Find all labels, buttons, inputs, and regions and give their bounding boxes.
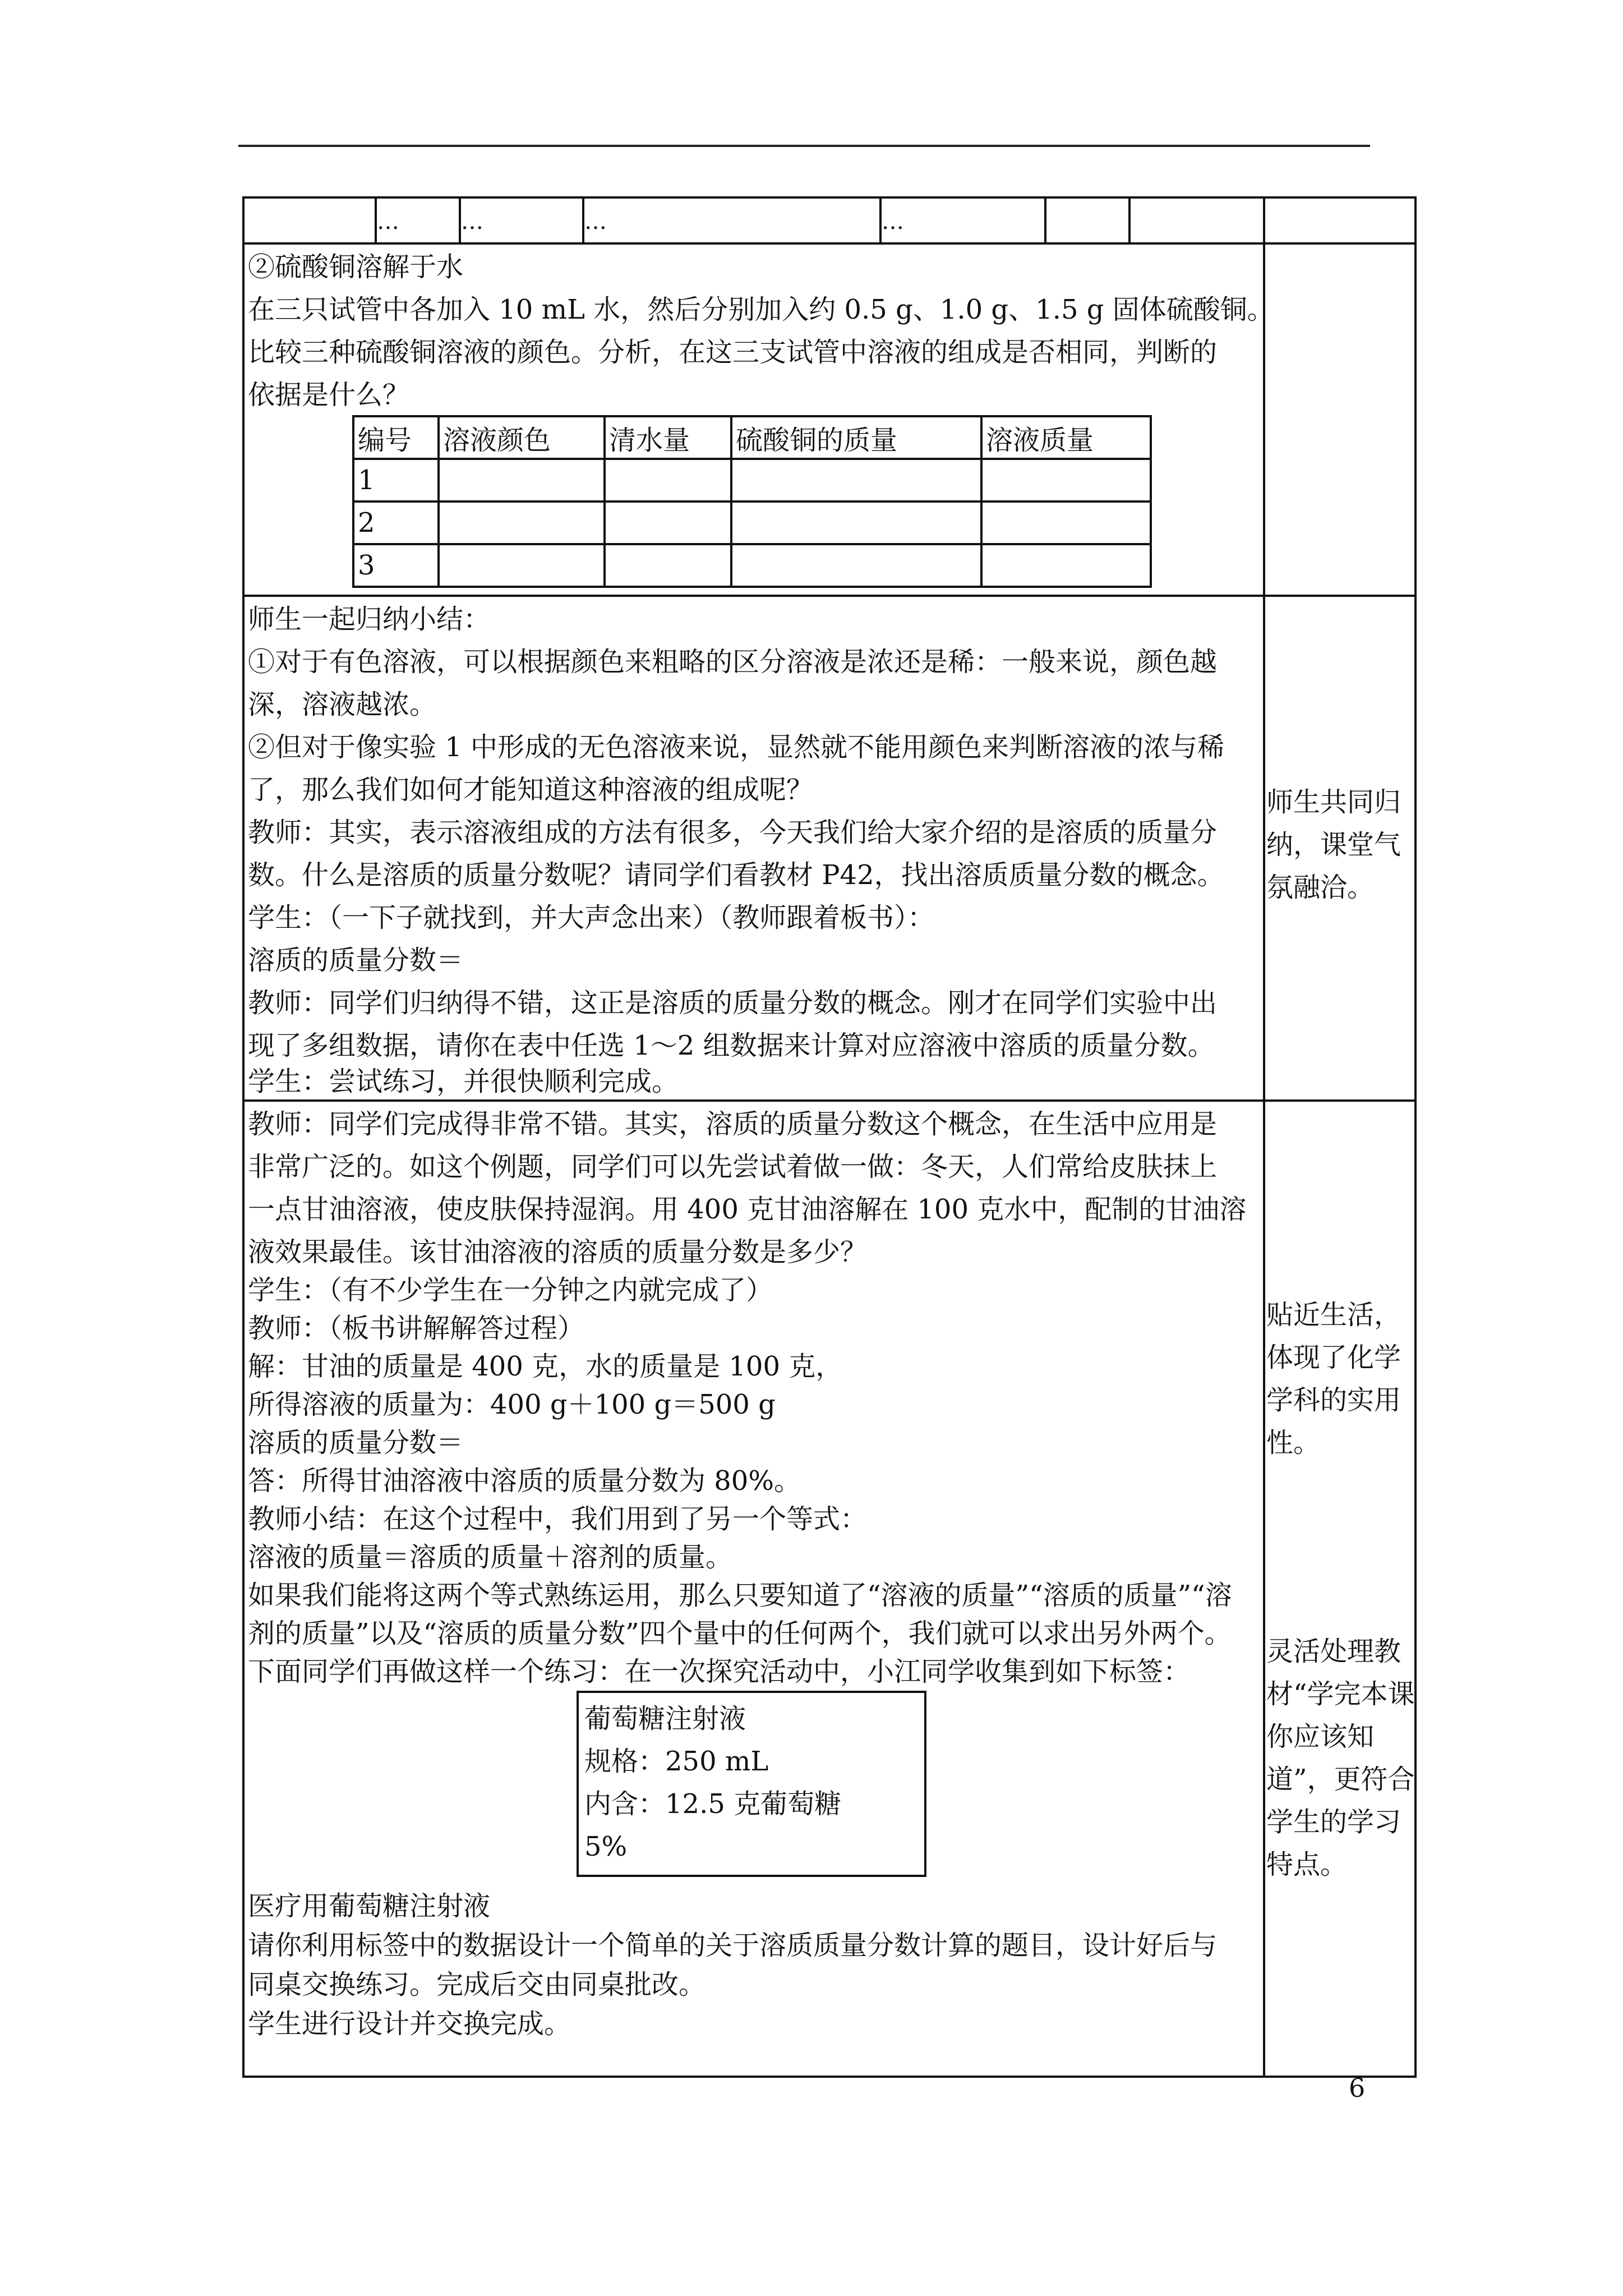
table-cell	[605, 501, 731, 544]
paragraph-line: 现了多组数据，请你在表中任选 1～2 组数据来计算对应溶液中溶质的质量分数。	[248, 1030, 1215, 1061]
notes-column-divider	[1263, 196, 1265, 2078]
table-row	[353, 459, 1151, 501]
paragraph-line: 依据是什么？	[248, 379, 410, 411]
side-note: 贴近生活，体现了化学学科的实用性。	[1266, 1299, 1401, 1458]
paragraph-line: 教师：同学们归纳得不错，这正是溶质的质量分数的概念。刚才在同学们实验中出	[248, 987, 1218, 1019]
table-cell: 1	[353, 459, 439, 501]
paragraph-line: 教师：其实，表示溶液组成的方法有很多，今天我们给大家介绍的是溶质的质量分	[248, 817, 1218, 848]
paragraph-line: 学生：尝试练习，并很快顺利完成。	[248, 1066, 679, 1097]
table-cell	[981, 544, 1151, 587]
paragraph-line: 溶质的质量分数＝	[248, 1427, 464, 1458]
label-line: 5%	[584, 1831, 628, 1862]
paragraph-line: 学生：（有不少学生在一分钟之内就完成了）	[248, 1274, 773, 1306]
ellipsis: …	[377, 209, 400, 234]
paragraph-line: 答：所得甘油溶液中溶质的质量分数为 80%。	[248, 1465, 801, 1497]
table-header: 溶液颜色	[439, 416, 605, 459]
side-note: 师生共同归纳，课堂气氛融洽。	[1266, 786, 1401, 903]
table-cell	[605, 459, 731, 501]
row-divider-1	[242, 242, 1417, 245]
row-divider-2	[242, 595, 1417, 597]
label-line: 内含：12.5 克葡萄糖	[584, 1788, 842, 1820]
paragraph-line: 师生一起归纳小结：	[248, 604, 491, 635]
paragraph-line: 教师：同学们完成得非常不错。其实，溶质的质量分数这个概念，在生活中应用是	[248, 1108, 1218, 1140]
table-header-row	[353, 416, 1151, 459]
paragraph-line: ①对于有色溶液，可以根据颜色来粗略的区分溶液是浓还是稀：一般来说，颜色越	[248, 646, 1218, 678]
table-header: 清水量	[605, 416, 731, 459]
table-cell	[731, 544, 981, 587]
paragraph-line: 溶质的质量分数＝	[248, 945, 464, 976]
table-cell	[731, 459, 981, 501]
header-rule	[238, 145, 1370, 147]
paragraph-line: 比较三种硫酸铜溶液的颜色。分析，在这三支试管中溶液的组成是否相同，判断的	[248, 337, 1218, 368]
label-line: 葡萄糖注射液	[584, 1703, 746, 1734]
section-title: ②硫酸铜溶解于水	[248, 251, 464, 283]
paragraph-line: 请你利用标签中的数据设计一个简单的关于溶质质量分数计算的题目，设计好后与	[248, 1930, 1218, 1961]
paragraph-line: ②但对于像实验 1 中形成的无色溶液来说，显然就不能用颜色来判断溶液的浓与稀	[248, 731, 1225, 763]
paragraph-line: 非常广泛的。如这个例题，同学们可以先尝试着做一做：冬天，人们常给皮肤抹上	[248, 1151, 1218, 1182]
table-cell	[605, 544, 731, 587]
table-row	[353, 501, 1151, 544]
table-cell	[439, 459, 605, 501]
table-cell: 3	[353, 544, 439, 587]
table-cell	[439, 544, 605, 587]
ellipsis: …	[461, 209, 485, 234]
paragraph-line: 深，溶液越浓。	[248, 689, 437, 720]
copper-sulfate-table	[352, 415, 1152, 588]
table-cell: 2	[353, 501, 439, 544]
top-cell-divider	[1128, 196, 1131, 242]
paragraph-line: 教师小结：在这个过程中，我们用到了另一个等式：	[248, 1503, 868, 1535]
paragraph-line: 数。什么是溶质的质量分数呢？请同学们看教材 P42，找出溶质质量分数的概念。	[248, 859, 1224, 891]
paragraph-line: 医疗用葡萄糖注射液	[248, 1890, 491, 1922]
table-row	[353, 544, 1151, 587]
table-header: 硫酸铜的质量	[731, 416, 981, 459]
glucose-label-box	[577, 1691, 926, 1877]
paragraph-line: 剂的质量”以及“溶质的质量分数”四个量中的任何两个，我们就可以求出另外两个。	[248, 1618, 1232, 1649]
table-header: 溶液质量	[981, 416, 1151, 459]
ellipsis: …	[584, 209, 608, 234]
ellipsis: …	[882, 209, 905, 234]
paragraph-line: 液效果最佳。该甘油溶液的溶质的质量分数是多少？	[248, 1236, 868, 1268]
paragraph-line: 如果我们能将这两个等式熟练运用，那么只要知道了“溶液的质量”“溶质的质量”“溶	[248, 1580, 1232, 1611]
paragraph-line: 一点甘油溶液，使皮肤保持湿润。用 400 克甘油溶解在 100 克水中，配制的甘油溶	[248, 1194, 1247, 1225]
paragraph-line: 学生进行设计并交换完成。	[248, 2008, 571, 2040]
paragraph-line: 在三只试管中各加入 10 mL 水，然后分别加入约 0.5 g、1.0 g、1.5 g 固体硫酸铜。	[248, 294, 1274, 325]
label-line: 规格：250 mL	[584, 1746, 769, 1777]
table-cell	[439, 501, 605, 544]
table-cell	[731, 501, 981, 544]
top-cell-divider	[1044, 196, 1046, 242]
paragraph-line: 同桌交换练习。完成后交由同桌批改。	[248, 1969, 706, 2000]
paragraph-line: 教师：（板书讲解解答过程）	[248, 1313, 585, 1344]
paragraph-line: 溶液的质量＝溶质的质量＋溶剂的质量。	[248, 1542, 733, 1573]
page-number: 6	[1349, 2073, 1366, 2103]
side-note: 灵活处理教材“学完本课你应该知道”，更符合学生的学习特点。	[1266, 1636, 1415, 1880]
table-header: 编号	[353, 416, 439, 459]
paragraph-line: 下面同学们再做这样一个练习：在一次探究活动中，小江同学收集到如下标签：	[248, 1656, 1191, 1687]
paragraph-line: 了，那么我们如何才能知道这种溶液的组成呢？	[248, 774, 814, 806]
paragraph-line: 学生：（一下子就找到，并大声念出来）（教师跟着板书）：	[248, 902, 935, 933]
table-cell	[981, 459, 1151, 501]
paragraph-line: 所得溶液的质量为：400 g＋100 g＝500 g	[248, 1389, 776, 1420]
paragraph-line: 解：甘油的质量是 400 克，水的质量是 100 克，	[248, 1351, 843, 1382]
table-cell	[981, 501, 1151, 544]
